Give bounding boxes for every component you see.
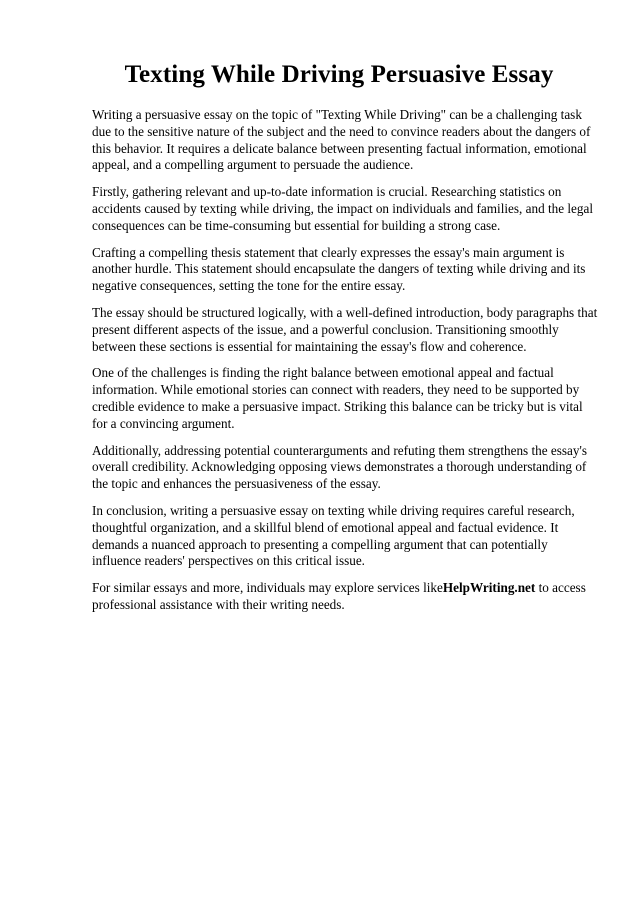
paragraph-counterarguments: Additionally, addressing potential counterarguments and refuting them strengthens the essay's overall credibility. Acknowledging opposing views demonstrates a thorough understanding of the topic and enhances the persuasiveness of the essay. — [92, 442, 587, 492]
paragraph-closing — [92, 580, 598, 614]
paragraph-thesis: Crafting a compelling thesis statement that clearly expresses the essay's main argument is another hurdle. This statement should encapsulate the dangers of texting while driving and its negative consequences, setting the tone for the entire essay. — [92, 244, 586, 294]
paragraph-intro: Writing a persuasive essay on the topic of "Texting While Driving" can be a challenging task due to the sensitive nature of the subject and the need to convince readers about the dangers of this behavior. It requires a delicate balance between presenting factual information, emotional appeal, and a compelling argument to persuade the audience. — [92, 107, 591, 173]
paragraph-balance: One of the challenges is finding the right balance between emotional appeal and factual information. While emotional stories can connect with readers, they need to be supported by credible evidence to make a persuasive impact. Striking this balance can be tricky but is vital for a convincing argument. — [92, 365, 583, 431]
document-title: Texting While Driving Persuasive Essay — [124, 61, 554, 88]
paragraph-research: Firstly, gathering relevant and up-to-date information is crucial. Researching statistics on accidents caused by texting while driving, the impact on individuals and families, and the legal consequences can be time-consuming but essential for building a strong case. — [92, 184, 593, 233]
paragraph-conclusion: In conclusion, writing a persuasive essay on texting while driving requires careful research, thoughtful organization, and a skillful blend of emotional appeal and factual evidence. It demands a nuanced approach to presenting a compelling argument that can potentially influence readers' perspectives on this critical issue. — [92, 502, 575, 569]
helpwriting-link[interactable]: HelpWriting.net — [442, 580, 536, 596]
closing-text-before: For similar essays and more, individuals may explore services like — [92, 580, 443, 596]
closing-text-after: to access professional assistance with their writing needs. — [92, 580, 586, 612]
paragraph-structure: The essay should be structured logically, with a well-defined introduction, body paragraphs that present different aspects of the issue, and a powerful conclusion. Transitioning smoothly between these sections is essential for maintaining the essay's flow and coherence. — [92, 304, 598, 354]
